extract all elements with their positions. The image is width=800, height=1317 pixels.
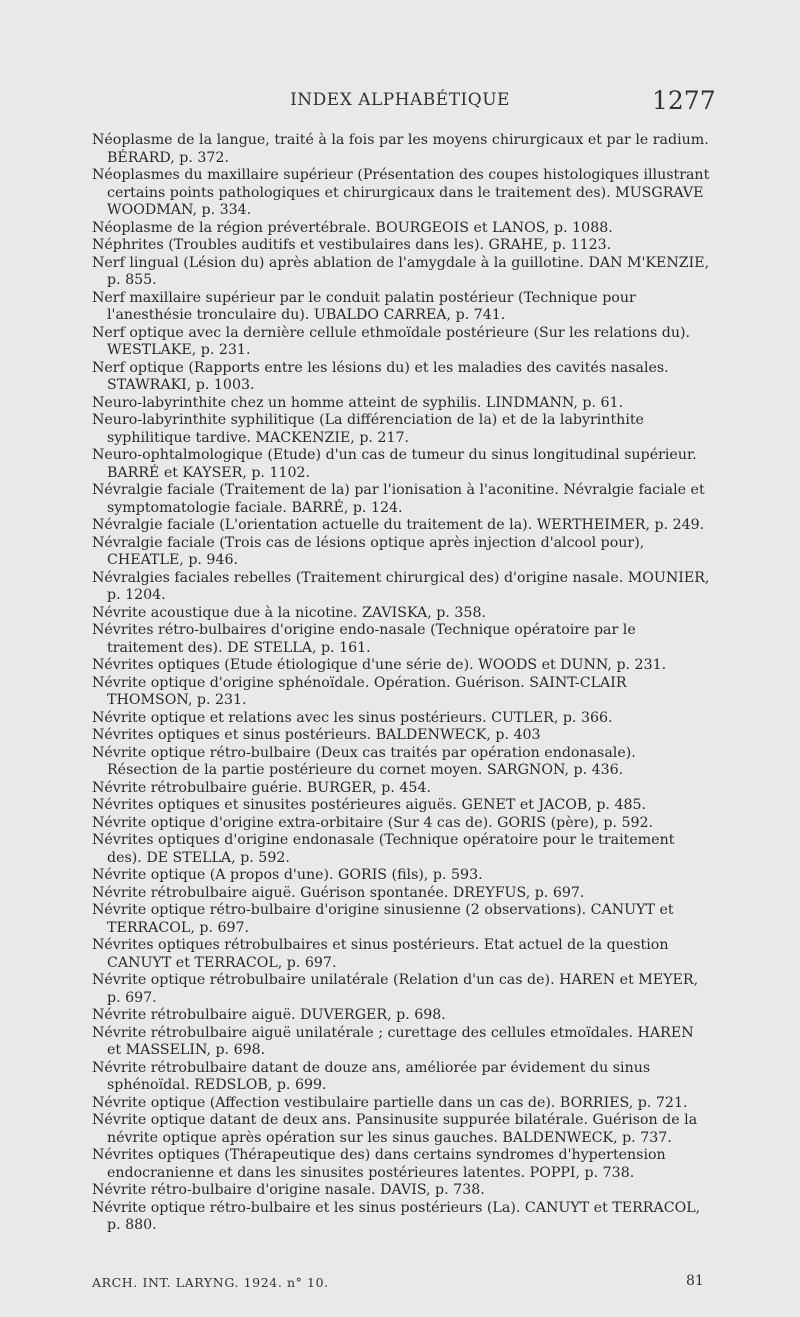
index-entry: Névrite acoustique due à la nicotine. ZAVISKA, p. 358.	[92, 604, 486, 621]
index-entry: Neuro-labyrinthite chez un homme atteint de syphilis. LINDMANN, p. 61.	[92, 394, 624, 411]
index-entry: Névrite rétrobulbaire guérie. BURGER, p. 454.	[92, 779, 431, 796]
index-entry: Névrite optique d'origine sphénoïdale. Opération. Guérison. SAINT-CLAIR THOMSON, p. 231.	[92, 674, 627, 708]
footer-journal: ARCH. INT. LARYNG. 1924. n° 10.	[92, 1275, 329, 1290]
running-title: INDEX ALPHABÉTIQUE	[290, 90, 510, 110]
index-entry: Névrite rétrobulbaire aiguë unilatérale ; curettage des cellules etmoïdales. HAREN et MASSELIN, p. 698.	[92, 1024, 694, 1058]
index-entry: Névralgie faciale (Trois cas de lésions optique après injection d'alcool pour), CHEATLE, p. 946.	[92, 534, 645, 568]
index-entry: Névrite optique rétrobulbaire unilatérale (Relation d'un cas de). HAREN et MEYER, p. 697.	[92, 972, 699, 1006]
index-entry: Névrite rétro-bulbaire d'origine nasale. DAVIS, p. 738.	[92, 1182, 485, 1198]
index-entry: Névrite optique rétro-bulbaire (Deux cas traités par opération endonasale). Résection de la partie postérieure du cornet moyen. SARGNON, p. 436.	[92, 744, 636, 778]
index-entry: Névrite rétrobulbaire aiguë. DUVERGER, p. 698.	[92, 1007, 446, 1023]
index-entry: Neuro-ophtalmologique (Etude) d'un cas de tumeur du sinus longitudinal supérieur. BARRÉ et KAYSER, p. 1102.	[92, 447, 697, 481]
index-entry: Néoplasmes du maxillaire supérieur (Présentation des coupes histologiques illustrant certains points pathologiques et chirurgicaux dans le traitement des). MUSGRAVE WOODMAN, p. 334.	[92, 167, 710, 218]
index-entry: Néoplasme de la région prévertébrale. BOURGEOIS et LANOS, p. 1088.	[92, 219, 613, 236]
index-entry: Neuro-labyrinthite syphilitique (La différenciation de la) et de la labyrinthite syphilitique tardive. MACKENZIE, p. 217.	[92, 412, 644, 446]
index-entry: Névrites optiques (Etude étiologique d'une série de). WOODS et DUNN, p. 231.	[92, 657, 667, 673]
index-entry: Néoplasme de la langue, traité à la fois par les moyens chirurgicaux et par le radium. BÉRARD, p. 372.	[92, 132, 709, 166]
index-entry: Nerf optique avec la dernière cellule ethmoïdale postérieure (Sur les relations du). WESTLAKE, p. 231.	[92, 324, 691, 358]
index-entry: Névrites optiques rétrobulbaires et sinus postérieurs. Etat actuel de la question CANUYT et TERRACOL, p. 697.	[92, 937, 669, 971]
index-entry: Nerf optique (Rapports entre les lésions du) et les maladies des cavités nasales. STAWRAKI, p. 1003.	[92, 359, 669, 393]
index-entry: Névrite optique datant de deux ans. Pansinusite suppurée bilatérale. Guérison de la névrite optique après opération sur les sinus gauches. BALDENWECK, p. 737.	[92, 1112, 698, 1146]
index-entry: Nerf maxillaire supérieur par le conduit palatin postérieur (Technique pour l'anesthésie tronculaire du). UBALDO CARREA, p. 741.	[92, 289, 636, 323]
index-entry: Névrite optique (Affection vestibulaire partielle dans un cas de). BORRIES, p. 721.	[92, 1094, 688, 1111]
index-entry: Névrites rétro-bulbaires d'origine endo-nasale (Technique opératoire par le traitement des). DE STELLA, p. 161.	[92, 622, 636, 656]
index-entry: Névrite rétrobulbaire aiguë. Guérison spontanée. DREYFUS, p. 697.	[92, 884, 585, 901]
index-entry: Névrite optique rétro-bulbaire d'origine sinusienne (2 observations). CANUYT et TERRACOL, p. 697.	[92, 902, 674, 936]
page-number: 1277	[652, 86, 716, 115]
index-entry: Névralgies faciales rebelles (Traitement chirurgical des) d'origine nasale. MOUNIER, p. 1204.	[92, 569, 710, 603]
index-entry: Nerf lingual (Lésion du) après ablation de l'amygdale à la guillotine. DAN M'KENZIE, p. 855.	[92, 254, 710, 288]
index-entry: Névrite rétrobulbaire datant de douze ans, améliorée par évidement du sinus sphénoïdal. REDSLOB, p. 699.	[92, 1059, 651, 1093]
index-entry: Néphrites (Troubles auditifs et vestibulaires dans les). GRAHE, p. 1123.	[92, 237, 612, 253]
index-entry: Névrite optique d'origine extra-orbitaire (Sur 4 cas de). GORIS (père), p. 592.	[92, 814, 654, 831]
index-entry: Névrites optiques d'origine endonasale (Technique opératoire pour le traitement des). DE STELLA, p. 592.	[92, 832, 675, 866]
index-entry: Névralgie faciale (L'orientation actuelle du traitement de la). WERTHEIMER, p. 249.	[92, 517, 705, 533]
index-entry: Névrites optiques et sinus postérieurs. BALDENWECK, p. 403	[92, 727, 541, 743]
index-entries	[92, 132, 710, 1235]
index-entry: Névrite optique rétro-bulbaire et les sinus postérieurs (La). CANUYT et TERRACOL, p. 880.	[92, 1199, 701, 1233]
index-entry: Névrites optiques (Thérapeutique des) dans certains syndromes d'hypertension endocranienne et dans les sinusites postérieures latentes. POPPI, p. 738.	[92, 1147, 666, 1181]
index-entry: Névrite optique et relations avec les sinus postérieurs. CUTLER, p. 366.	[92, 709, 613, 726]
index-entry: Névrite optique (A propos d'une). GORIS (fils), p. 593.	[92, 867, 483, 883]
index-entry: Névralgie faciale (Traitement de la) par l'ionisation à l'aconitine. Névralgie faciale et symptomatologie faciale. BARRÉ, p. 124.	[92, 482, 705, 516]
footer-signature: 81	[686, 1273, 704, 1289]
index-entry: Névrites optiques et sinusites postérieures aiguës. GENET et JACOB, p. 485.	[92, 797, 647, 813]
